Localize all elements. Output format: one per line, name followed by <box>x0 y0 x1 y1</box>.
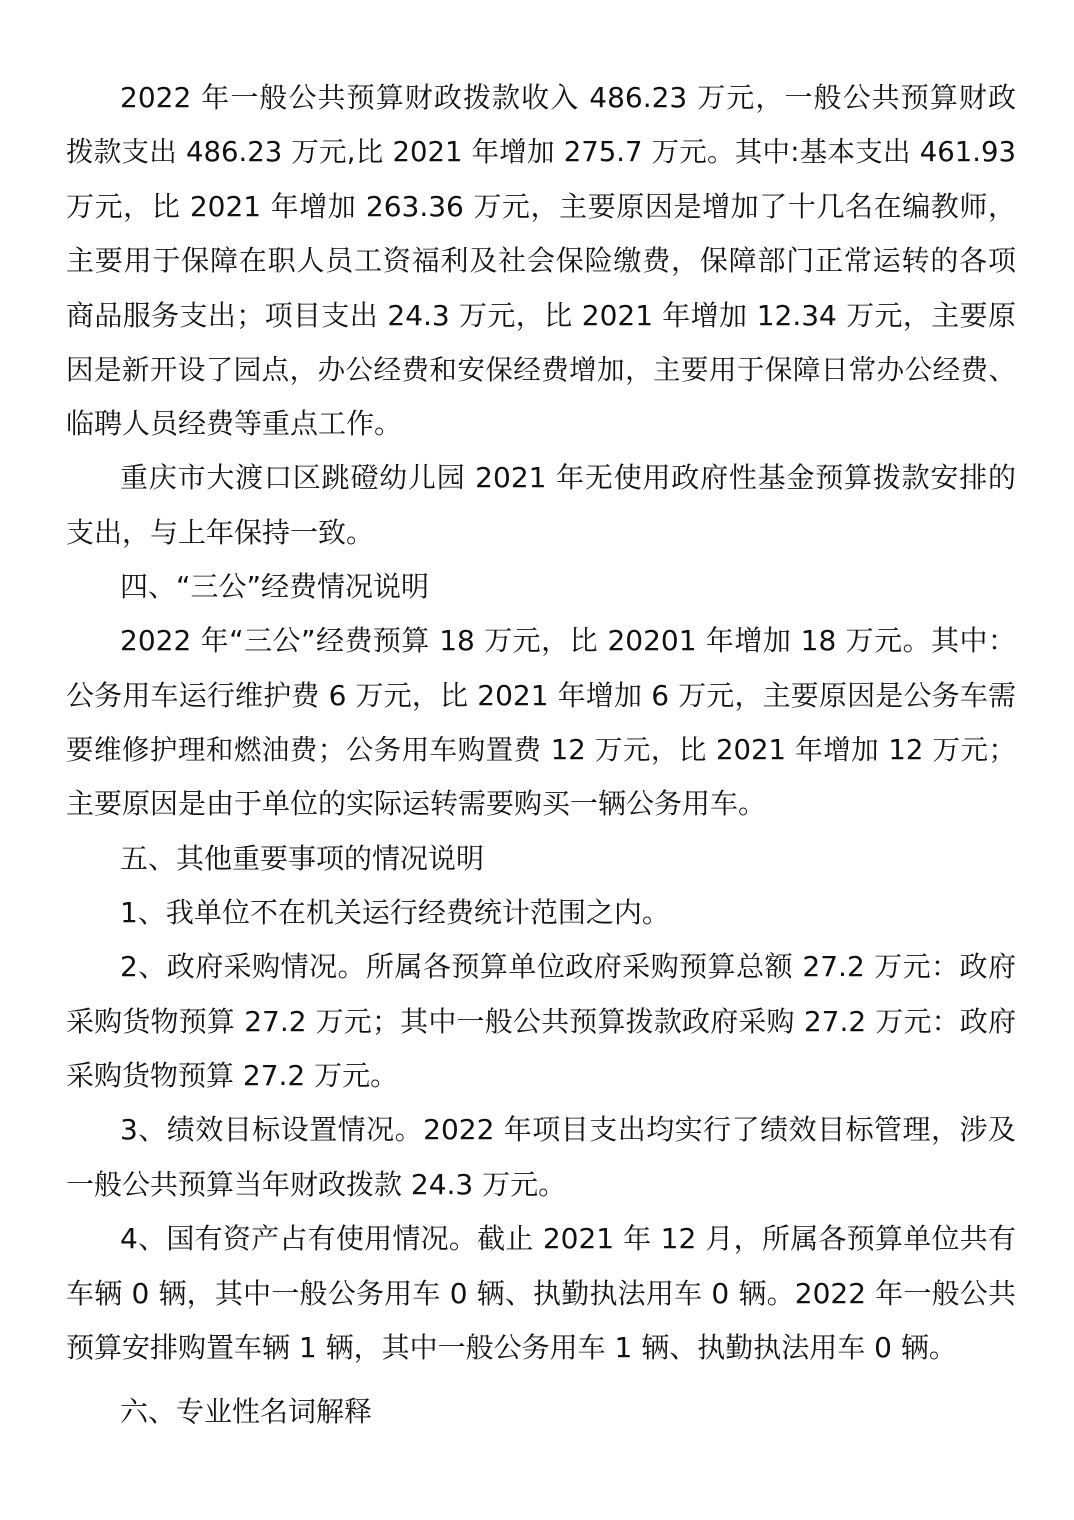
paragraph-line: 公务用车运行维护费 6 万元，比 2021 年增加 6 万元，主要原因是公务车需 <box>66 679 1016 712</box>
paragraph-line: 商品服务支出；项目支出 24.3 万元，比 2021 年增加 12.34 万元，主要原 <box>66 299 1016 332</box>
paragraph-line: 支出，与上年保持一致。 <box>66 516 375 549</box>
paragraph-line: 临聘人员经费等重点工作。 <box>66 407 403 440</box>
paragraph-line: 2022 年“三公”经费预算 18 万元，比 20201 年增加 18 万元。其中： <box>120 624 1016 657</box>
paragraph-line: 因是新开设了园点，办公经费和安保经费增加，主要用于保障日常办公经费、 <box>66 354 1016 386</box>
paragraph-line: 重庆市大渡口区跳磴幼儿园 2021 年无使用政府性基金预算拨款安排的 <box>120 461 1016 494</box>
list-item: 1、我单位不在机关运行经费统计范围之内。 <box>120 896 670 929</box>
section-heading: 四、“三公”经费情况说明 <box>120 570 430 603</box>
paragraph-line: 2022 年一般公共预算财政拨款收入 486.23 万元，一般公共预算财政 <box>120 81 1016 114</box>
list-item: 3、绩效目标设置情况。2022 年项目支出均实行了绩效目标管理，涉及 <box>120 1113 1016 1146</box>
paragraph-line: 一般公共预算当年财政拨款 24.3 万元。 <box>66 1168 567 1201</box>
paragraph-line: 预算安排购置车辆 1 辆，其中一般公务用车 1 辆、执勤执法用车 0 辆。 <box>66 1331 957 1364</box>
paragraph-line: 车辆 0 辆，其中一般公务用车 0 辆、执勤执法用车 0 辆。2022 年一般公共 <box>66 1277 1016 1310</box>
paragraph-line: 主要原因是由于单位的实际运转需要购买一辆公务用车。 <box>66 787 767 820</box>
paragraph-line: 采购货物预算 27.2 万元。 <box>66 1059 399 1092</box>
list-item: 2、政府采购情况。所属各预算单位政府采购预算总额 27.2 万元：政府 <box>120 950 1016 983</box>
section-heading: 五、其他重要事项的情况说明 <box>120 842 485 875</box>
paragraph-line: 万元，比 2021 年增加 263.36 万元，主要原因是增加了十几名在编教师， <box>66 190 1016 223</box>
paragraph-line: 主要用于保障在职人员工资福利及社会保险缴费，保障部门正常运转的各项 <box>66 244 1016 277</box>
paragraph-line: 拨款支出 486.23 万元,比 2021 年增加 275.7 万元。其中:基本支出 461.93 <box>66 136 1016 168</box>
paragraph-line: 采购货物预算 27.2 万元；其中一般公共预算拨款政府采购 27.2 万元：政府 <box>66 1005 1016 1038</box>
section-heading: 六、专业性名词解释 <box>120 1395 373 1428</box>
paragraph-line: 要维修护理和燃油费；公务用车购置费 12 万元，比 2021 年增加 12 万元； <box>66 734 1016 766</box>
list-item: 4、国有资产占有使用情况。截止 2021 年 12 月，所属各预算单位共有 <box>120 1222 1016 1255</box>
